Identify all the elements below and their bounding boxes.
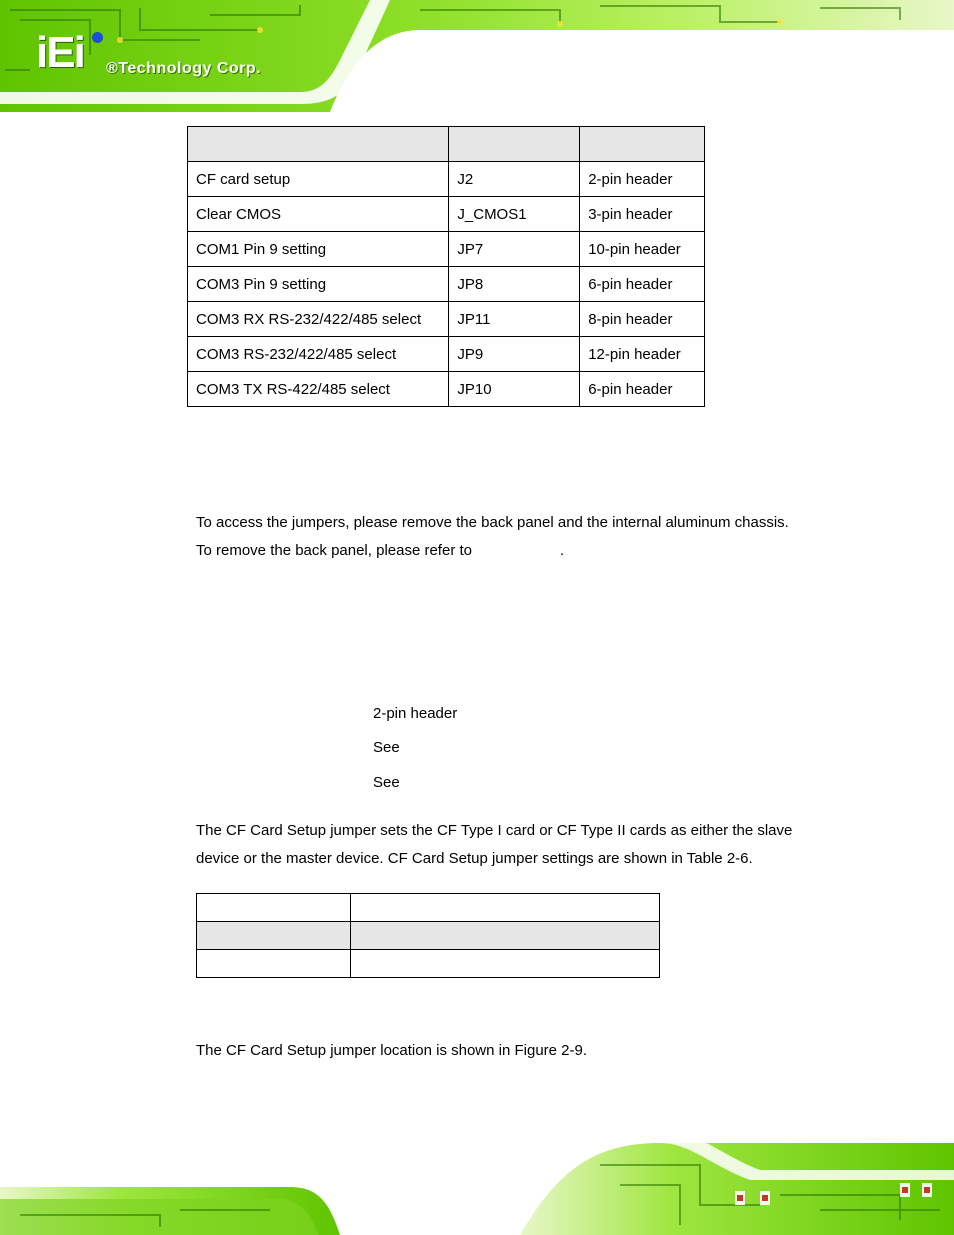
table-cell: J_CMOS1 <box>449 197 580 232</box>
logo-text: ®Technology Corp. <box>106 60 262 77</box>
table-row <box>188 232 705 267</box>
table-row <box>197 950 660 978</box>
table-row <box>197 922 660 950</box>
logo-mark: iEi <box>36 28 84 77</box>
table-cell: CF card setup <box>188 162 449 197</box>
table-row <box>188 302 705 337</box>
company-logo <box>36 30 296 84</box>
table-cell: 6-pin header <box>580 267 705 302</box>
table-cell <box>350 950 659 978</box>
paragraph-line: device or the master device. CF Card Setup jumper settings are shown in Table 2-6. <box>196 850 753 867</box>
table-cell <box>350 922 659 950</box>
table-cell: 8-pin header <box>580 302 705 337</box>
table-header-cell <box>580 127 705 162</box>
table-cell: Clear CMOS <box>188 197 449 232</box>
table-header-row <box>197 894 660 922</box>
paragraph-line: The CF Card Setup jumper sets the CF Type I card or CF Type II cards as either the slave <box>196 822 793 839</box>
header-banner <box>0 0 954 112</box>
access-paragraph <box>196 509 836 565</box>
table-cell: COM3 RS-232/422/485 select <box>188 337 449 372</box>
table-header-cell <box>197 894 351 922</box>
table-cell: COM3 RX RS-232/422/485 select <box>188 302 449 337</box>
table-cell: COM1 Pin 9 setting <box>188 232 449 267</box>
table-row <box>188 267 705 302</box>
logo-dot-icon <box>92 32 103 43</box>
table-cell: J2 <box>449 162 580 197</box>
footer-banner <box>0 1125 954 1235</box>
table-header-cell <box>449 127 580 162</box>
table-row <box>188 197 705 232</box>
cf-jumper-settings: See <box>373 739 400 756</box>
table-cell: 10-pin header <box>580 232 705 267</box>
cf-jumper-type: 2-pin header <box>373 705 458 722</box>
table-cell: COM3 Pin 9 setting <box>188 267 449 302</box>
table-header-row <box>188 127 705 162</box>
table-row <box>188 162 705 197</box>
table-cell: COM3 TX RS-422/485 select <box>188 372 449 407</box>
table-cell: 3-pin header <box>580 197 705 232</box>
pcb-footer-graphic <box>0 1125 954 1235</box>
cf-description-paragraph <box>196 817 836 873</box>
table-cell <box>197 922 351 950</box>
table-cell: JP9 <box>449 337 580 372</box>
table-cell: 2-pin header <box>580 162 705 197</box>
table-cell: JP8 <box>449 267 580 302</box>
paragraph-text: To remove the back panel, please refer to <box>196 542 472 559</box>
paragraph-line <box>196 537 836 565</box>
table-header-cell <box>188 127 449 162</box>
paragraph-text: . <box>560 542 565 559</box>
table-row <box>188 337 705 372</box>
cf-jumper-location: See <box>373 774 400 791</box>
table-header-cell <box>350 894 659 922</box>
table-cell: JP10 <box>449 372 580 407</box>
table-cell: JP11 <box>449 302 580 337</box>
location-paragraph: The CF Card Setup jumper location is shown in Figure 2-9. <box>196 1042 588 1059</box>
paragraph-line: To access the jumpers, please remove the back panel and the internal aluminum chassis. <box>196 514 789 531</box>
jumper-table <box>187 126 705 407</box>
table-cell: 6-pin header <box>580 372 705 407</box>
cf-settings-table <box>196 893 660 978</box>
table-row <box>188 372 705 407</box>
table-cell: JP7 <box>449 232 580 267</box>
table-cell: 12-pin header <box>580 337 705 372</box>
table-cell <box>197 950 351 978</box>
